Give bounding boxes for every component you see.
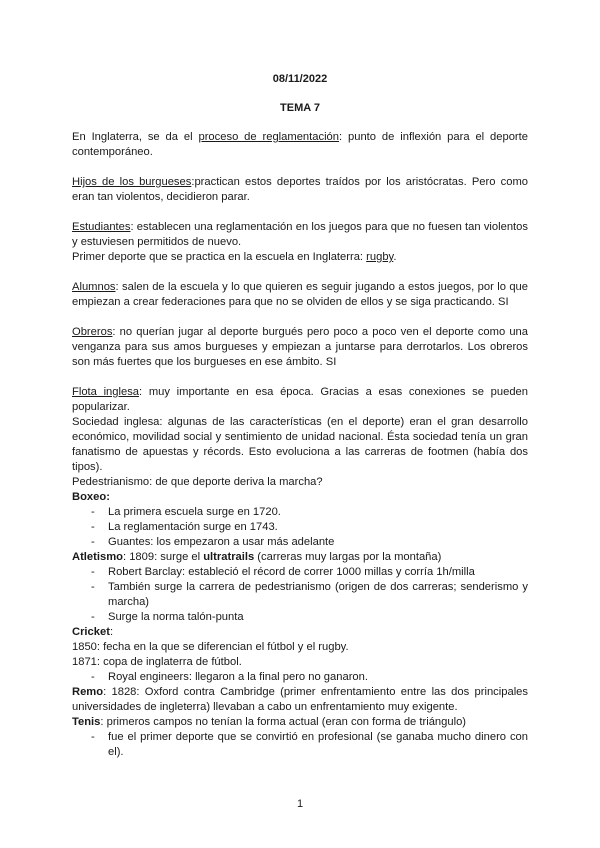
term-estudiantes: Estudiantes bbox=[72, 221, 131, 233]
cricket-line-1871: 1871: copa de inglaterra de fútbol. bbox=[72, 656, 242, 668]
heading-remo: Remo: 1828: Oxford contra Cambridge (primer enfrentamiento entre las dos principales universidades de ingleterra) llevaban a cabo un enfrentamiento muy exigente. bbox=[72, 686, 528, 713]
heading-atletismo: Atletismo: 1809: surge el ultratrails (carreras muy largas por la montaña) bbox=[72, 551, 442, 563]
heading-boxeo: Boxeo: bbox=[72, 491, 110, 503]
list-item: - Robert Barclay: estableció el récord de correr 1000 millas y corría 1h/milla bbox=[72, 565, 528, 580]
heading-cricket: Cricket: bbox=[72, 626, 114, 638]
term-alumnos: Alumnos bbox=[72, 281, 116, 293]
list-item: - Royal engineers: llegaron a la final pero no ganaron. bbox=[72, 670, 528, 685]
heading-tenis: Tenis: primeros campos no tenían la forma actual (eran con forma de triángulo) bbox=[72, 716, 467, 728]
paragraph-estudiantes: Estudiantes: establecen una reglamentación en los juegos para que no fuesen tan violentos y estuviesen permitidos de nuevo. bbox=[72, 221, 528, 248]
term-rugby: rugby bbox=[366, 251, 394, 263]
cricket-line-1850: 1850: fecha en la que se diferencian el fútbol y el rugby. bbox=[72, 641, 349, 653]
document-body bbox=[72, 130, 528, 760]
paragraph-flota-inglesa: Flota inglesa: muy importante en esa época. Gracias a esas conexiones se pueden popularizar. bbox=[72, 386, 528, 413]
list-item: - Guantes: los empezaron a usar más adelante bbox=[72, 535, 528, 550]
paragraph-primer-deporte: Primer deporte que se practica en la escuela en Inglaterra: rugby. bbox=[72, 251, 397, 263]
document-date: 08/11/2022 bbox=[272, 73, 328, 85]
term-flota-inglesa: Flota inglesa bbox=[72, 386, 140, 398]
paragraph-alumnos: Alumnos: salen de la escuela y lo que quieren es seguir jugando a estos juegos, por lo que empiezan a crear federaciones para que no se olviden de ellos y se siga practicando. SI bbox=[72, 281, 528, 308]
paragraph-pedestrianismo: Pedestrianismo: de que deporte deriva la marcha? bbox=[72, 476, 323, 488]
list-item: - También surge la carrera de pedestrianismo (origen de dos carreras; senderismo y marcha) bbox=[72, 580, 528, 610]
paragraph-hijos-burgueses: Hijos de los burgueses:practican estos deportes traídos por los aristócratas. Pero como eran tan violentos, decidieron parar. bbox=[72, 176, 528, 203]
term-hijos-burgueses: Hijos de los burgueses bbox=[72, 176, 192, 188]
list-item: - Surge la norma talón-punta bbox=[72, 610, 528, 625]
list-item: - La primera escuela surge en 1720. bbox=[72, 505, 528, 520]
term-proceso-reglamentacion: proceso de reglamentación bbox=[198, 131, 340, 143]
paragraph-obreros: Obreros: no querían jugar al deporte burgués pero poco a poco ven el deporte como una venganza para sus amos burgueses y empiezan a juntarse para derrotarlos. Los obreros son más fuertes que los burgueses en ese ámbito. SI bbox=[72, 326, 528, 368]
term-obreros: Obreros bbox=[72, 326, 113, 338]
paragraph-reglamentacion: En Inglaterra, se da el proceso de reglamentación: punto de inflexión para el deporte contemporáneo. bbox=[72, 131, 528, 158]
list-item: - fue el primer deporte que se convirtió en profesional (se ganaba mucho dinero con el). bbox=[72, 730, 528, 760]
list-item: - La reglamentación surge en 1743. bbox=[72, 520, 528, 535]
document-title: TEMA 7 bbox=[280, 102, 320, 114]
paragraph-sociedad-inglesa: Sociedad inglesa: algunas de las características (en el deporte) eran el gran desarrollo económico, movilidad social y sentimiento de unidad nacional. Ésta sociedad tenía un gran fanatismo de apuestas y récords. Esto evoluciona a las carreras de footmen (había dos tipos). bbox=[72, 416, 528, 473]
page-number: 1 bbox=[296, 798, 304, 810]
